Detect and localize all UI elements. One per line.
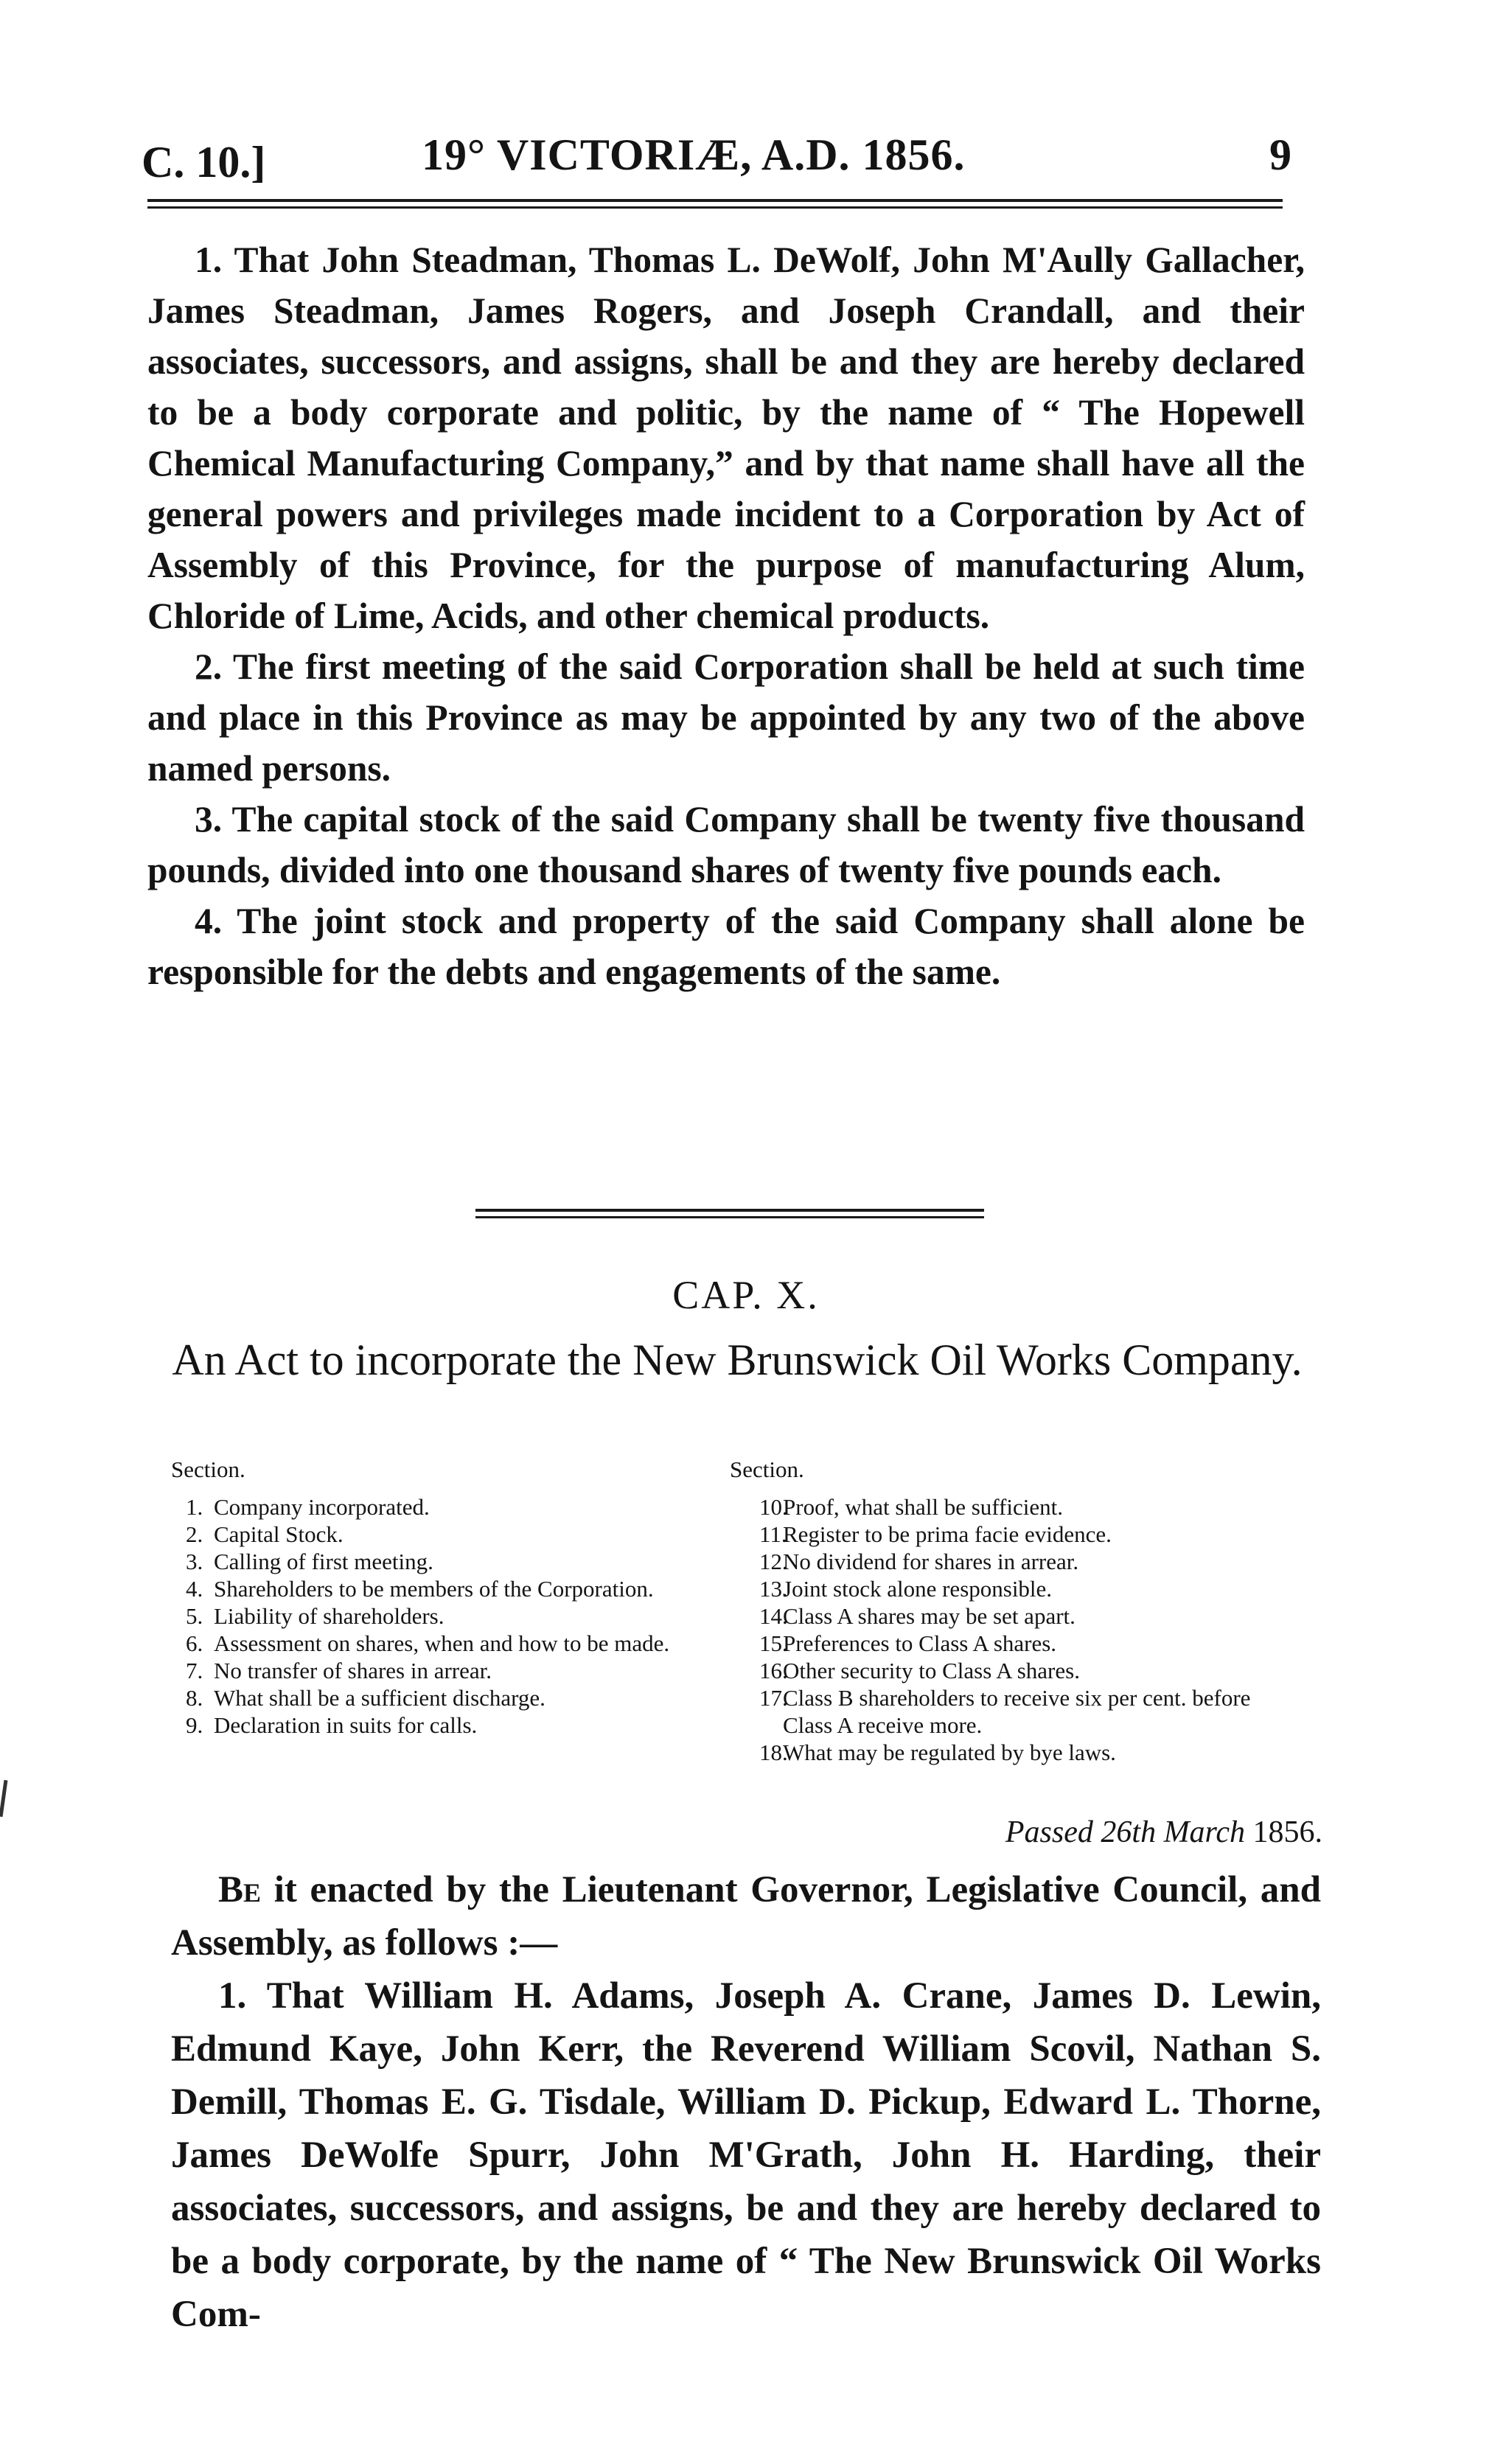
section-list	[171, 1493, 746, 1739]
section-title: Preferences to Class A shares.	[783, 1630, 1057, 1656]
section-title: No transfer of shares in arrear.	[214, 1658, 492, 1683]
section-number: 3.	[186, 1549, 203, 1574]
section-entry	[171, 1493, 746, 1521]
section-number: 15.	[759, 1630, 788, 1656]
section-title: Register to be prima facie evidence.	[783, 1521, 1112, 1547]
section-title: What may be regulated by bye laws.	[783, 1739, 1116, 1765]
section-entry	[730, 1630, 1305, 1657]
section-entry	[730, 1684, 1305, 1739]
section-number: 12.	[759, 1549, 788, 1574]
section-list	[730, 1493, 1305, 1766]
section-paragraph: 3. The capital stock of the said Company shall be twenty five thousand pounds, divided into one thousand shares of twenty five pounds each.	[147, 799, 1305, 890]
enacting-text: it enacted by the Lieutenant Governor, Legislative Council, and Assembly, as follows :—	[171, 1869, 1321, 1964]
header-rule	[147, 199, 1283, 209]
new-act-body	[171, 1863, 1321, 2341]
section-paragraph: 1. That William H. Adams, Joseph A. Crane, James D. Lewin, Edmund Kaye, John Kerr, the Reverend William Scovil, Nathan S. Demill, Thomas E. G. Tisdale, William D. Pickup, Edward L. Thorne, James DeWolfe Spurr, John M'Grath, John H. Harding, their associates, successors, and assigns, be and they are hereby declared to be a body corporate, by the name of “ The New Brunswick Oil Works Com-	[171, 1975, 1321, 2335]
section-entry	[171, 1657, 746, 1684]
previous-act-body	[147, 234, 1305, 997]
section-number: 8.	[186, 1685, 203, 1711]
section-entry	[730, 1548, 1305, 1575]
passed-prefix: Passed	[1005, 1815, 1093, 1849]
section-entry	[171, 1575, 746, 1602]
passed-date	[1005, 1815, 1322, 1850]
regnal-year-title: 19° VICTORIÆ, A.D. 1856.	[422, 130, 966, 179]
section-entry	[171, 1711, 746, 1739]
section-entry	[730, 1575, 1305, 1602]
enacting-clause	[171, 1863, 1321, 1969]
chapter-reference: C. 10.]	[142, 138, 266, 186]
section-number: 1.	[186, 1494, 203, 1520]
section-title: Class B shareholders to receive six per cent. before Class A receive more.	[783, 1685, 1251, 1738]
marginal-notes-right	[730, 1456, 1305, 1766]
section-entry	[730, 1602, 1305, 1630]
section-entry	[730, 1521, 1305, 1548]
marginal-notes-left	[171, 1456, 746, 1739]
section-entry	[171, 1630, 746, 1657]
section-number: 2.	[186, 1521, 203, 1547]
section-title: Class A shares may be set apart.	[783, 1603, 1076, 1629]
enacting-first-word: Be	[218, 1869, 262, 1910]
section-number: 6.	[186, 1630, 203, 1656]
section-title: Calling of first meeting.	[214, 1549, 433, 1574]
section-number: 5.	[186, 1603, 203, 1629]
section-number: 18.	[759, 1739, 788, 1765]
section-title: Shareholders to be members of the Corporation.	[214, 1576, 654, 1602]
section-title: Joint stock alone responsible.	[783, 1576, 1053, 1602]
section-entry	[171, 1548, 746, 1575]
section-title: Assessment on shares, when and how to be made.	[214, 1630, 670, 1656]
section-number: 4.	[186, 1576, 203, 1602]
running-header	[142, 130, 1291, 196]
section-number: 10.	[759, 1494, 788, 1520]
section-number: 13.	[759, 1576, 788, 1602]
section-entry	[730, 1739, 1305, 1766]
section-title: Capital Stock.	[214, 1521, 344, 1547]
section-entry	[730, 1657, 1305, 1684]
section-title: Liability of shareholders.	[214, 1603, 445, 1629]
section-paragraph: 2. The first meeting of the said Corporation shall be held at such time and place in this Province as may be appointed by any two of the above named persons.	[147, 646, 1305, 789]
page-number: 9	[1269, 130, 1291, 179]
section-number: 11.	[759, 1521, 787, 1547]
section-number: 17.	[759, 1685, 788, 1711]
act-title: An Act to incorporate the New Brunswick Oil Works Company.	[172, 1336, 1303, 1384]
chapter-heading: CAP. X.	[672, 1273, 820, 1317]
section-title: What shall be a sufficient discharge.	[214, 1685, 545, 1711]
section-entry	[171, 1684, 746, 1711]
section-number: 16.	[759, 1658, 788, 1683]
passed-day-month: 26th March	[1101, 1815, 1245, 1849]
section-divider-rule	[475, 1209, 984, 1218]
section-title: No dividend for shares in arrear.	[783, 1549, 1079, 1574]
section-title: Proof, what shall be sufficient.	[783, 1494, 1063, 1520]
section-entry	[171, 1602, 746, 1630]
passed-year: 1856.	[1252, 1815, 1322, 1849]
section-label: Section.	[730, 1456, 804, 1482]
section-entry	[171, 1521, 746, 1548]
section-number: 9.	[186, 1712, 203, 1738]
scan-margin-mark	[0, 1780, 7, 1817]
section-number: 7.	[186, 1658, 203, 1683]
section-paragraph: 1. That John Steadman, Thomas L. DeWolf, John M'Aully Gallacher, James Steadman, James Rogers, and Joseph Crandall, and their associates, successors, and assigns, shall be and they are hereby declared to be a body corporate and politic, by the name of “ The Hopewell Chemical Manufacturing Company,” and by that name shall have all the general powers and privileges made incident to a Corporation by Act of Assembly of this Province, for the purpose of manufacturing Alum, Chloride of Lime, Acids, and other chemical products.	[147, 240, 1305, 636]
section-title: Other security to Class A shares.	[783, 1658, 1080, 1683]
section-title: Declaration in suits for calls.	[214, 1712, 478, 1738]
section-entry	[730, 1493, 1305, 1521]
section-label: Section.	[171, 1456, 245, 1482]
section-title: Company incorporated.	[214, 1494, 430, 1520]
section-number: 14.	[759, 1603, 788, 1629]
section-paragraph: 4. The joint stock and property of the said Company shall alone be responsible for the debts and engagements of the same.	[147, 901, 1305, 992]
